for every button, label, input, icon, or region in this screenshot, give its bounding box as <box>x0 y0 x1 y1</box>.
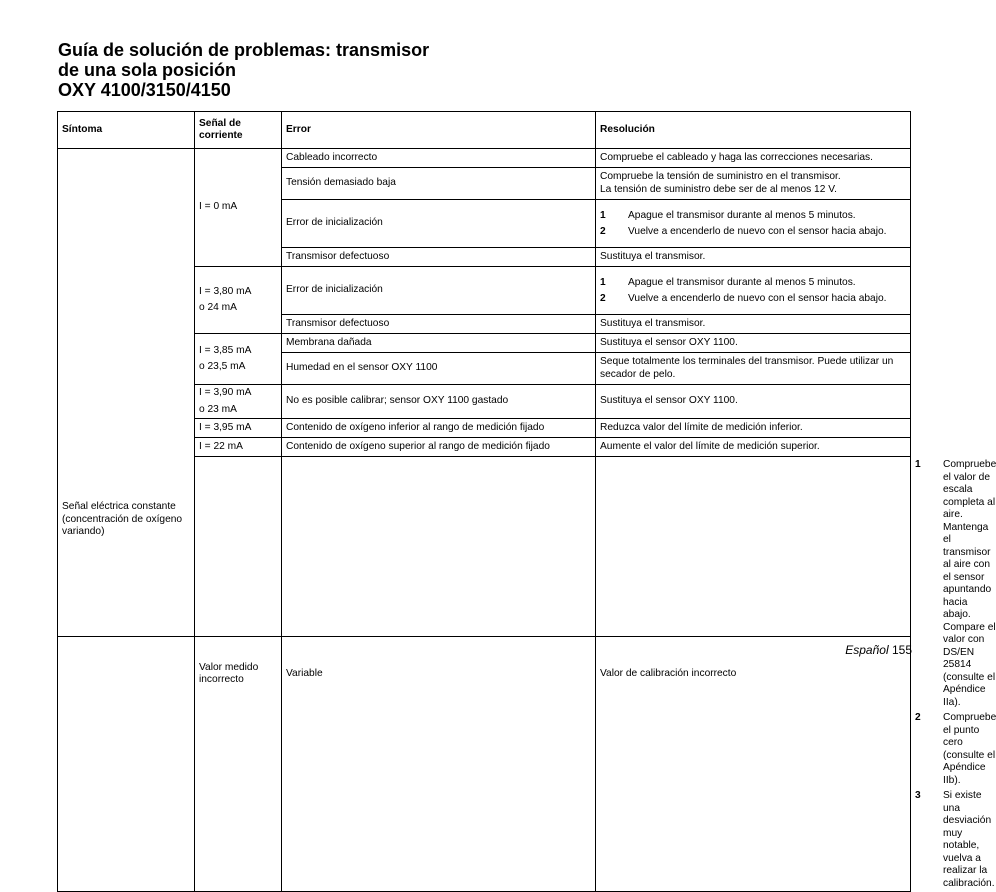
error-cell: Tensión demasiado baja <box>282 168 596 200</box>
resolution-cell: Sustituya el sensor OXY 1100. <box>596 385 911 419</box>
step-text: Apague el transmisor durante al menos 5 minutos. <box>628 277 856 288</box>
step-text: Si existe una desviación muy notable, vuelva a realizar la calibración. <box>943 790 995 889</box>
page-number: 155 <box>891 643 912 657</box>
error-cell: Contenido de oxígeno superior al rango de medición fijado <box>282 438 596 457</box>
step-text: Compruebe el valor de escala completa al aire. Mantenga el transmisor al aire con el sensor apuntando hacia abajo. Compare el valor con DS/EN 25814 (consulte el Apéndice IIa). <box>943 459 996 708</box>
page-footer <box>845 643 912 657</box>
step-number: 3 <box>915 790 921 801</box>
step-number: 2 <box>600 225 606 237</box>
step <box>600 277 906 290</box>
header-resolucion: Resolución <box>596 112 911 149</box>
signal-cell: I = 22 mA <box>195 438 282 457</box>
signal-cell: I = 3,95 mA <box>195 419 282 438</box>
error-cell: Humedad en el sensor OXY 1100 <box>282 353 596 385</box>
error-cell: Cableado incorrecto <box>282 149 596 168</box>
signal-cell: Variable <box>282 457 596 892</box>
step-text: Apague el transmisor durante al menos 5 minutos. <box>628 210 856 221</box>
title-line-1: Guía de solución de problemas: transmisor <box>58 40 430 60</box>
error-cell: Transmisor defectuoso <box>282 315 596 334</box>
resolution-cell: Seque totalmente los terminales del transmisor. Puede utilizar un secador de pelo. <box>596 353 911 385</box>
error-cell: Membrana dañada <box>282 334 596 353</box>
resolution-line: La tensión de suministro debe ser de al menos 12 V. <box>600 183 837 195</box>
resolution-cell <box>596 267 911 315</box>
table-header-row <box>58 112 911 149</box>
step-number: 2 <box>600 292 606 304</box>
error-cell: Valor de calibración incorrecto <box>596 457 911 892</box>
signal-cell <box>195 267 282 334</box>
resolution-cell: Sustituya el sensor OXY 1100. <box>596 334 911 353</box>
signal-line: o 23,5 mA <box>199 361 246 372</box>
error-cell: No es posible calibrar; sensor OXY 1100 gastado <box>282 385 596 419</box>
signal-line: I = 3,85 mA <box>199 344 252 356</box>
header-sintoma: Síntoma <box>58 112 195 149</box>
resolution-steps <box>600 210 906 238</box>
signal-line: I = 3,90 mA <box>199 387 252 398</box>
step-text: Vuelve a encenderlo de nuevo con el sensor hacia abajo. <box>628 225 887 237</box>
step-number: 2 <box>915 712 921 723</box>
footer-rule <box>57 636 911 637</box>
title-line-2: de una sola posición <box>58 60 237 80</box>
error-cell: Transmisor defectuoso <box>282 248 596 267</box>
resolution-line: Compruebe la tensión de suministro en el transmisor. <box>600 171 841 182</box>
resolution-steps <box>600 277 906 305</box>
table-row <box>58 149 911 168</box>
header-senal: Señal de corriente <box>195 112 282 149</box>
step-text: Compruebe el punto cero (consulte el Apéndice IIb). <box>943 712 996 786</box>
resolution-cell: Aumente el valor del límite de medición superior. <box>596 438 911 457</box>
footer-language: Español <box>845 643 889 657</box>
step-number: 1 <box>915 459 921 470</box>
resolution-cell <box>596 168 911 200</box>
signal-cell <box>195 385 282 419</box>
resolution-cell: Sustituya el transmisor. <box>596 315 911 334</box>
error-cell: Error de inicialización <box>282 267 596 315</box>
symptom-cell: Valor medido incorrecto <box>195 457 282 892</box>
signal-cell: I = 0 mA <box>195 149 282 267</box>
page-title <box>58 40 429 100</box>
error-cell: Contenido de oxígeno inferior al rango de medición fijado <box>282 419 596 438</box>
step-number: 1 <box>600 277 606 288</box>
signal-cell <box>195 334 282 385</box>
resolution-cell: Compruebe el cableado y haga las correcciones necesarias. <box>596 149 911 168</box>
signal-line: o 23 mA <box>199 403 237 415</box>
troubleshooting-table <box>57 111 996 892</box>
header-error: Error <box>282 112 596 149</box>
resolution-cell: Reduzca valor del límite de medición inferior. <box>596 419 911 438</box>
step <box>600 293 906 306</box>
symptom-cell: Señal eléctrica constante (concentración de oxígeno variando) <box>58 149 195 892</box>
resolution-cell <box>596 200 911 248</box>
step <box>600 210 906 223</box>
signal-line: I = 3,80 mA <box>199 285 252 297</box>
step <box>600 226 906 239</box>
step-text: Vuelve a encenderlo de nuevo con el sensor hacia abajo. <box>628 292 887 304</box>
resolution-cell: Sustituya el transmisor. <box>596 248 911 267</box>
signal-line: o 24 mA <box>199 302 237 313</box>
title-line-3: OXY 4100/3150/4150 <box>58 80 231 100</box>
error-cell: Error de inicialización <box>282 200 596 248</box>
step-number: 1 <box>600 210 606 221</box>
